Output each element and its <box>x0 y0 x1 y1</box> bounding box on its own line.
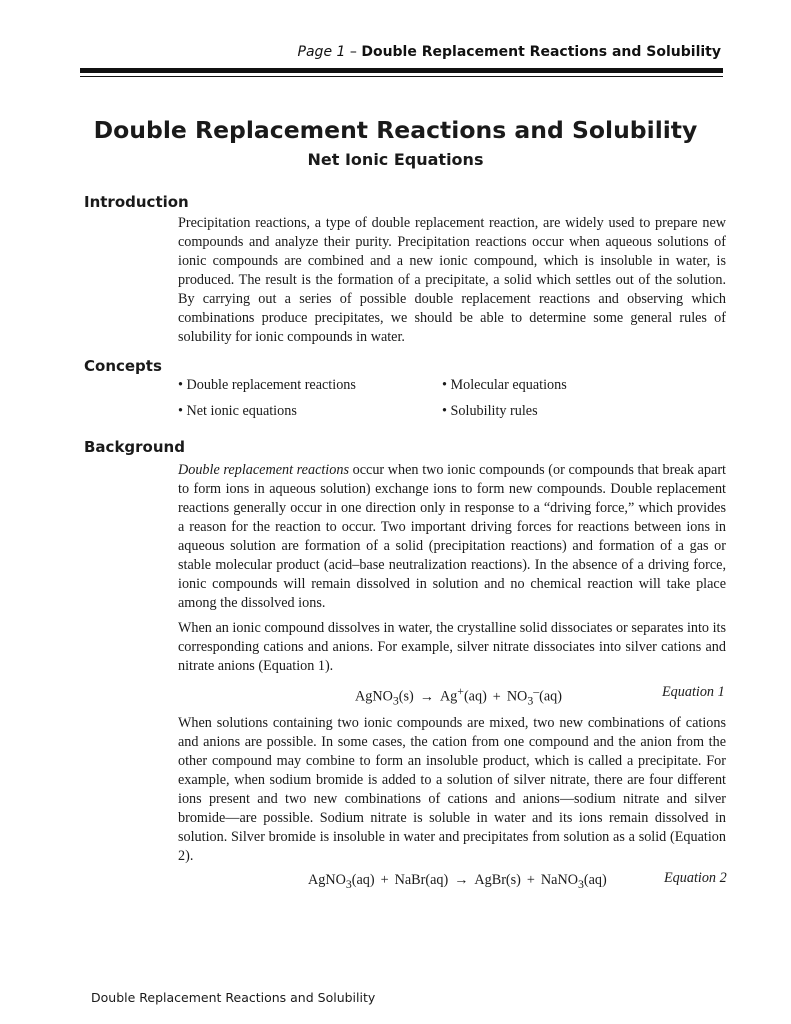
document-subtitle: Net Ionic Equations <box>307 150 484 169</box>
eq-term: AgBr(s) <box>474 872 521 888</box>
eq-term: Ag <box>439 688 458 705</box>
plus-sign: + <box>526 872 535 888</box>
eq-superscript: – <box>533 684 540 698</box>
eq-state: (aq) <box>583 872 607 888</box>
header-rule-thin <box>80 76 723 77</box>
header-title: Double Replacement Reactions and Solubility <box>361 44 721 60</box>
eq-term: NO <box>506 688 528 705</box>
background-paragraph-1 <box>178 461 726 613</box>
concept-item: • Net ionic equations <box>178 403 297 419</box>
concept-item: • Solubility rules <box>442 403 538 419</box>
equation-1 <box>355 684 562 709</box>
equation-1-label: Equation 1 <box>662 684 725 700</box>
eq-term: AgNO <box>355 688 393 705</box>
eq-term: NaBr(aq) <box>394 872 449 888</box>
paragraph-text: occur when two ionic compounds (or compounds that break apart to form ions in aqueous solution) exchange ions to form new compounds. Double replacement reactions generally occur in one direction only in response to a “driving force,” which provides a reason for the reaction to occur. Two important driving forces for reactions between ions in aqueous solution are formation of a solid (precipitation reactions) and formation of a gas or stable molecular product (acid–base neutralization reactions). In the absence of a driving force, ionic compounds will remain dissolved in solution and no chemical reaction will take place among the dissolved ions. <box>178 462 726 611</box>
term-emphasis: Double replacement reactions <box>178 462 349 478</box>
concept-item: • Double replacement reactions <box>178 377 356 393</box>
reaction-arrow: → <box>454 872 469 888</box>
introduction-heading: Introduction <box>84 193 189 211</box>
equation-2-label: Equation 2 <box>664 870 727 886</box>
background-paragraph-2: When an ionic compound dissolves in water, the crystalline solid dissociates or separates into its corresponding cations and anions. For example, silver nitrate dissociates into silver cations and nitrate anions (Equation 1). <box>178 620 726 674</box>
concepts-heading: Concepts <box>84 357 162 375</box>
background-heading: Background <box>84 438 185 456</box>
header-rule <box>80 68 723 73</box>
eq-superscript: + <box>457 684 464 698</box>
eq-state: (aq) <box>463 688 487 705</box>
document-title: Double Replacement Reactions and Solubility <box>93 116 698 144</box>
page-label: Page 1 <box>297 44 346 60</box>
concept-item: • Molecular equations <box>442 377 567 393</box>
eq-subscript: 3 <box>527 693 534 708</box>
eq-state: (aq) <box>539 688 562 705</box>
eq-state: (aq) <box>351 872 375 888</box>
eq-state: (s) <box>398 688 414 705</box>
eq-subscript: 3 <box>577 876 584 891</box>
eq-term: NaNO <box>540 872 578 888</box>
introduction-paragraph: Precipitation reactions, a type of double replacement reaction, are widely used to prepare new compounds and analyze their purity. Precipitation reactions occur when aqueous solutions of ionic compounds are combined and a new ionic compound, which is insoluble in water, is produced. The result is the formation of a precipitate, a solid which settles out of the solution. By carrying out a series of possible double replacement reactions and observing which combinations produce precipitates, we should be able to determine some general rules of solubility for ionic compounds in water. <box>178 215 726 345</box>
equation-2 <box>308 872 607 892</box>
background-paragraph-3: When solutions containing two ionic compounds are mixed, two new combinations of cations and anions are possible. In some cases, the cation from one compound and the anion from the other compound may combine to form an insoluble product, which is called a precipitate. For example, when sodium bromide is added to a solution of silver nitrate, there are four different ions present and two new combinations of cations and anions—sodium nitrate and silver bromide—are possible. Sodium nitrate is soluble in water and its ions remain dissolved in solution. Silver bromide is insoluble in water and precipitates from solution as a solid (Equation 2). <box>178 715 726 864</box>
plus-sign: + <box>492 688 501 705</box>
eq-term: AgNO <box>308 872 346 888</box>
running-header <box>298 44 721 60</box>
plus-sign: + <box>380 872 389 888</box>
eq-subscript: 3 <box>392 693 399 708</box>
reaction-arrow: → <box>419 688 434 705</box>
eq-subscript: 3 <box>345 876 352 891</box>
header-separator: – <box>345 44 362 60</box>
page-footer: Double Replacement Reactions and Solubility <box>91 990 376 1005</box>
